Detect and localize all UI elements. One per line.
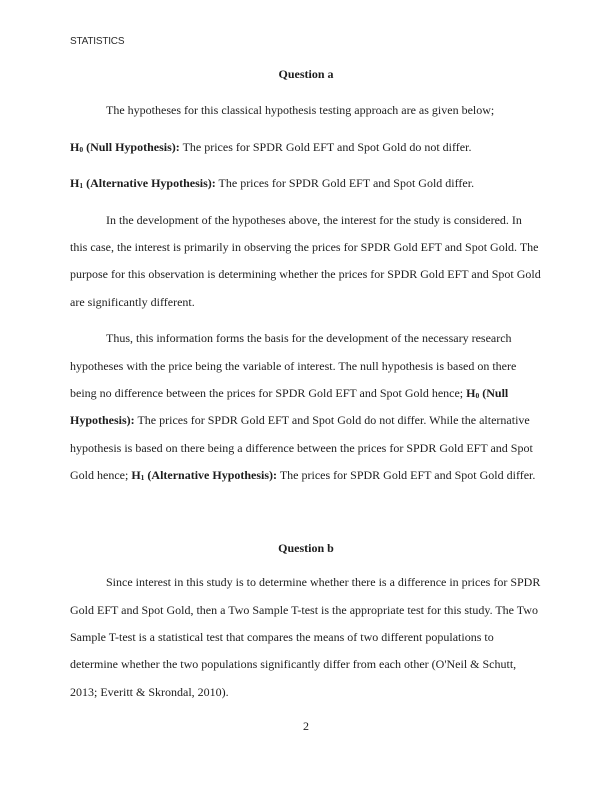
- alternative-hypothesis-label: [70, 176, 216, 190]
- development-paragraph: In the development of the hypotheses above, the interest for the study is considered. In this case, the interest is primarily in observing the prices for SPDR Gold EFT and Spot Gold. The purpose for this observation is determining whether the prices for SPDR Gold EFT and Spot Gold are significantly different.: [70, 212, 541, 309]
- alternative-hypothesis-line: [70, 170, 542, 197]
- thus-h0-subscript: 0: [475, 391, 480, 401]
- null-hypothesis-label: [70, 140, 180, 154]
- thus-mid-text: The prices for SPDR Gold EFT and Spot Gold do not differ. While the alternative hypothesis is based on there being a difference between the prices for SPDR Gold EFT and Spot Gold hence;: [70, 413, 533, 483]
- h0-subscript: 0: [79, 144, 84, 154]
- thus-paragraph: [70, 325, 542, 489]
- thus-lead-text: Thus, this information forms the basis for the development of the necessary research hypotheses with the price being the variable of interest. The null hypothesis is based on there being no difference between the prices for SPDR Gold EFT and Spot Gold hence;: [70, 331, 517, 401]
- thus-h1-label: [131, 468, 277, 482]
- running-head: STATISTICS: [70, 36, 125, 47]
- question-b-title: Question b: [278, 540, 334, 555]
- null-hypothesis-text: The prices for SPDR Gold EFT and Spot Gold do not differ.: [179, 139, 472, 154]
- alternative-hypothesis-text: The prices for SPDR Gold EFT and Spot Gold differ.: [215, 176, 475, 191]
- document-body: [70, 61, 542, 706]
- thus-h1-symbol: H: [131, 468, 141, 483]
- thus-h1-label-a: (Alternative Hypothesis):: [144, 468, 278, 483]
- intro-paragraph: The hypotheses for this classical hypothesis testing approach are as given below;: [106, 103, 495, 118]
- h1-symbol: H: [70, 176, 80, 191]
- h0-symbol: H: [70, 139, 80, 154]
- h1-bold-label: (Alternative Hypothesis):: [83, 176, 216, 191]
- test-selection-paragraph: Since interest in this study is to determine whether there is a difference in prices for SPDR Gold EFT and Spot Gold, then a Two Sample T-test is the appropriate test for this study. The Two Sample T-test is a statistical test that compares the means of two different populations to determine whether the two populations significantly differ from each other (O'Neil & Schutt, 2013; Everitt & Skrondal, 2010).: [70, 575, 541, 699]
- thus-h0-label-a: (Null: [479, 386, 509, 401]
- h1-subscript: 1: [79, 181, 84, 191]
- page-number: 2: [303, 719, 309, 733]
- thus-h0-symbol: H: [466, 386, 476, 401]
- thus-h0-label-b: Hypothesis):: [70, 413, 135, 428]
- h0-bold-label: (Null Hypothesis):: [83, 139, 180, 154]
- null-hypothesis-line: [70, 134, 542, 161]
- thus-tail-text: The prices for SPDR Gold EFT and Spot Gold differ.: [277, 468, 536, 483]
- thus-h1-subscript: 1: [140, 473, 145, 483]
- question-a-title: Question a: [278, 67, 334, 81]
